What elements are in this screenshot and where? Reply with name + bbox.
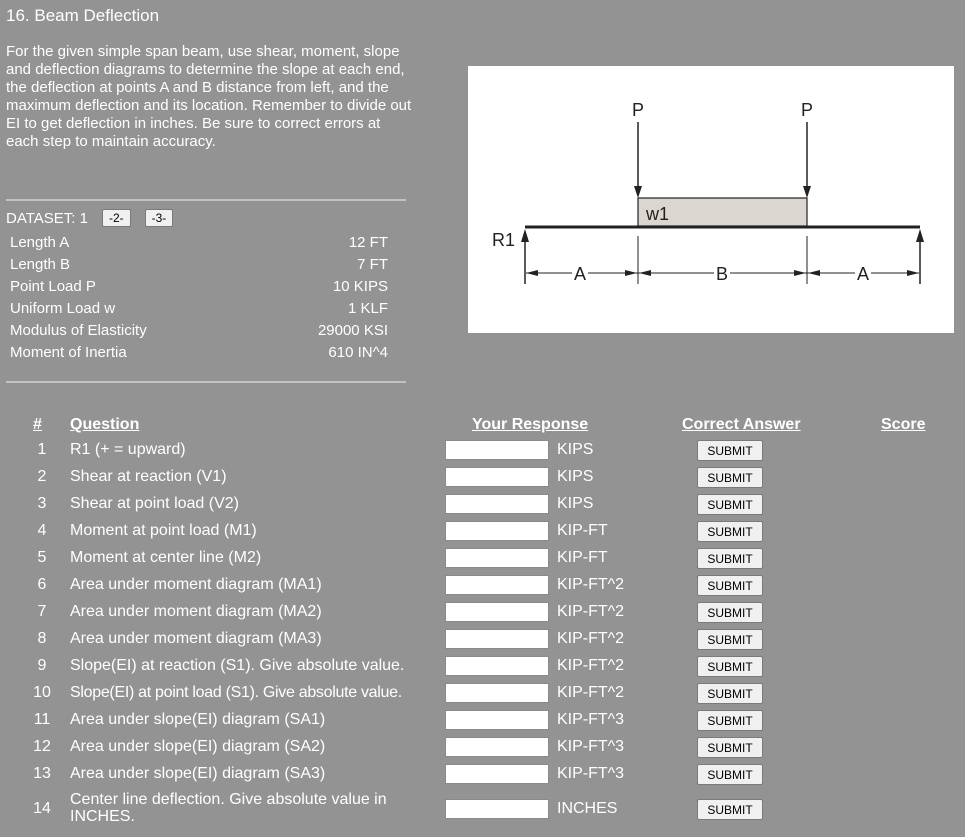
response-input[interactable] xyxy=(445,494,549,514)
response-unit: KIP-FT^2 xyxy=(557,657,625,674)
param-inertia xyxy=(10,341,390,363)
param-label: Modulus of Elasticity xyxy=(10,321,147,339)
param-value: 29000 KSI xyxy=(317,321,388,339)
question-text: Slope(EI) at reaction (S1). Give absolute value. xyxy=(70,657,405,674)
question-row xyxy=(0,491,965,518)
beam-diagram-svg xyxy=(468,66,954,333)
question-row xyxy=(0,707,965,734)
beam-diagram xyxy=(468,66,954,333)
question-number: 7 xyxy=(37,603,47,620)
question-row xyxy=(0,437,965,464)
parameter-list xyxy=(10,231,390,363)
param-length-a xyxy=(10,231,390,253)
response-unit: KIP-FT^3 xyxy=(557,738,625,755)
question-number: 1 xyxy=(37,441,47,458)
dim-label-b: B xyxy=(715,264,729,284)
param-point-load xyxy=(10,275,390,297)
submit-button[interactable]: SUBMIT xyxy=(697,710,763,731)
question-text: Area under slope(EI) diagram (SA3) xyxy=(70,765,326,782)
question-text: Area under moment diagram (MA3) xyxy=(70,630,322,647)
question-row xyxy=(0,464,965,491)
response-input[interactable] xyxy=(445,656,549,676)
question-text: Moment at point load (M1) xyxy=(70,522,257,539)
response-unit: KIP-FT^2 xyxy=(557,576,625,593)
question-row xyxy=(0,572,965,599)
response-unit: KIP-FT xyxy=(557,549,608,566)
param-value: 12 FT xyxy=(348,233,388,251)
point-load-left-arrowhead xyxy=(634,186,642,198)
submit-button[interactable]: SUBMIT xyxy=(697,467,763,488)
header-question: Question xyxy=(70,416,140,433)
question-text: Center line deflection. Give absolute value in INCHES. xyxy=(70,791,387,825)
question-row xyxy=(0,545,965,572)
question-row xyxy=(0,653,965,680)
question-number: 13 xyxy=(33,765,51,782)
response-unit: KIPS xyxy=(557,468,594,485)
dim-arrowhead xyxy=(907,270,919,276)
dim-arrowhead xyxy=(794,270,806,276)
page-title: 16. Beam Deflection xyxy=(6,6,160,25)
question-number: 10 xyxy=(33,684,51,701)
question-number: 14 xyxy=(33,800,51,817)
submit-button[interactable]: SUBMIT xyxy=(697,494,763,515)
dataset-selector xyxy=(6,209,173,227)
question-row xyxy=(0,791,965,831)
response-input[interactable] xyxy=(445,799,549,819)
dim-label-a-left: A xyxy=(573,264,587,284)
submit-button[interactable]: SUBMIT xyxy=(697,629,763,650)
response-input[interactable] xyxy=(445,683,549,703)
question-row xyxy=(0,599,965,626)
question-number: 6 xyxy=(37,576,47,593)
problem-description: For the given simple span beam, use shear, moment, slope and deflection diagrams to determine the slope at each end, the deflection at points A and B distance from left, and the maximum deflection and its location. Remember to divide out EI to get deflection in inches. Be sure to correct errors at each step to maintain accuracy. xyxy=(6,43,412,150)
divider-top xyxy=(6,199,406,201)
submit-button[interactable]: SUBMIT xyxy=(697,548,763,569)
param-value: 10 KIPS xyxy=(332,277,388,295)
param-label: Length A xyxy=(10,233,70,251)
question-number: 11 xyxy=(33,711,51,728)
question-row xyxy=(0,518,965,545)
divider-bottom xyxy=(6,381,406,383)
question-number: 4 xyxy=(37,522,47,539)
point-load-right-label: P xyxy=(801,100,814,120)
param-label: Moment of Inertia xyxy=(10,343,127,361)
response-input[interactable] xyxy=(445,467,549,487)
dataset-label: DATASET: 1 xyxy=(6,209,88,227)
question-row xyxy=(0,734,965,761)
question-text: Area under slope(EI) diagram (SA1) xyxy=(70,711,326,728)
response-unit: KIPS xyxy=(557,441,594,458)
response-unit: KIP-FT^2 xyxy=(557,630,625,647)
response-unit: KIP-FT^3 xyxy=(557,765,625,782)
question-row xyxy=(0,680,965,707)
question-row xyxy=(0,761,965,788)
submit-button[interactable]: SUBMIT xyxy=(697,799,763,820)
reaction-right-arrowhead xyxy=(916,229,924,242)
dataset-2-button[interactable]: -2- xyxy=(102,209,131,227)
submit-button[interactable]: SUBMIT xyxy=(697,440,763,461)
question-text: R1 (+ = upward) xyxy=(70,441,186,458)
header-response: Your Response xyxy=(472,416,589,433)
param-length-b xyxy=(10,253,390,275)
dim-arrowhead xyxy=(526,270,538,276)
question-text: Shear at reaction (V1) xyxy=(70,468,227,485)
question-text: Area under moment diagram (MA1) xyxy=(70,576,322,593)
dataset-3-button[interactable]: -3- xyxy=(145,209,174,227)
response-input[interactable] xyxy=(445,521,549,541)
response-input[interactable] xyxy=(445,737,549,757)
response-unit: KIP-FT^2 xyxy=(557,684,625,701)
reaction-left-arrowhead xyxy=(521,229,529,242)
response-unit: INCHES xyxy=(557,800,618,817)
param-label: Point Load P xyxy=(10,277,96,295)
question-text: Shear at point load (V2) xyxy=(70,495,239,512)
submit-button[interactable]: SUBMIT xyxy=(697,737,763,758)
dim-arrowhead xyxy=(639,270,651,276)
response-input[interactable] xyxy=(445,575,549,595)
question-number: 5 xyxy=(37,549,47,566)
param-label: Length B xyxy=(10,255,71,273)
submit-button[interactable]: SUBMIT xyxy=(697,683,763,704)
question-row xyxy=(0,626,965,653)
question-text: Area under slope(EI) diagram (SA2) xyxy=(70,738,326,755)
param-value: 610 IN^4 xyxy=(328,343,388,361)
question-text: Area under moment diagram (MA2) xyxy=(70,603,322,620)
uniform-load-label: w1 xyxy=(646,204,670,224)
response-unit: KIP-FT^2 xyxy=(557,603,625,620)
question-number: 3 xyxy=(37,495,47,512)
response-input[interactable] xyxy=(445,629,549,649)
header-num: # xyxy=(33,416,42,433)
param-modulus xyxy=(10,319,390,341)
question-number: 8 xyxy=(37,630,47,647)
response-input[interactable] xyxy=(445,764,549,784)
question-number: 2 xyxy=(37,468,47,485)
param-uniform-load xyxy=(10,297,390,319)
question-text: Moment at center line (M2) xyxy=(70,549,262,566)
response-input[interactable] xyxy=(445,548,549,568)
question-text: Slope(EI) at point load (S1). Give absolute value. xyxy=(70,684,402,701)
question-number: 12 xyxy=(33,738,51,755)
submit-button[interactable]: SUBMIT xyxy=(697,521,763,542)
submit-button[interactable]: SUBMIT xyxy=(697,764,763,785)
point-load-right-arrowhead xyxy=(803,186,811,198)
submit-button[interactable]: SUBMIT xyxy=(697,602,763,623)
dim-arrowhead xyxy=(625,270,637,276)
response-input[interactable] xyxy=(445,710,549,730)
response-unit: KIP-FT xyxy=(557,522,608,539)
dim-label-a-right: A xyxy=(856,264,870,284)
response-input[interactable] xyxy=(445,440,549,460)
reaction-label: R1 xyxy=(492,230,516,250)
point-load-left-label: P xyxy=(632,100,645,120)
submit-button[interactable]: SUBMIT xyxy=(697,575,763,596)
response-input[interactable] xyxy=(445,602,549,622)
question-number: 9 xyxy=(37,657,47,674)
param-label: Uniform Load w xyxy=(10,299,116,317)
param-value: 1 KLF xyxy=(347,299,388,317)
response-unit: KIPS xyxy=(557,495,594,512)
header-score: Score xyxy=(881,416,926,433)
dim-arrowhead xyxy=(808,270,820,276)
header-answer: Correct Answer xyxy=(682,416,801,433)
response-unit: KIP-FT^3 xyxy=(557,711,625,728)
submit-button[interactable]: SUBMIT xyxy=(697,656,763,677)
param-value: 7 FT xyxy=(357,255,388,273)
